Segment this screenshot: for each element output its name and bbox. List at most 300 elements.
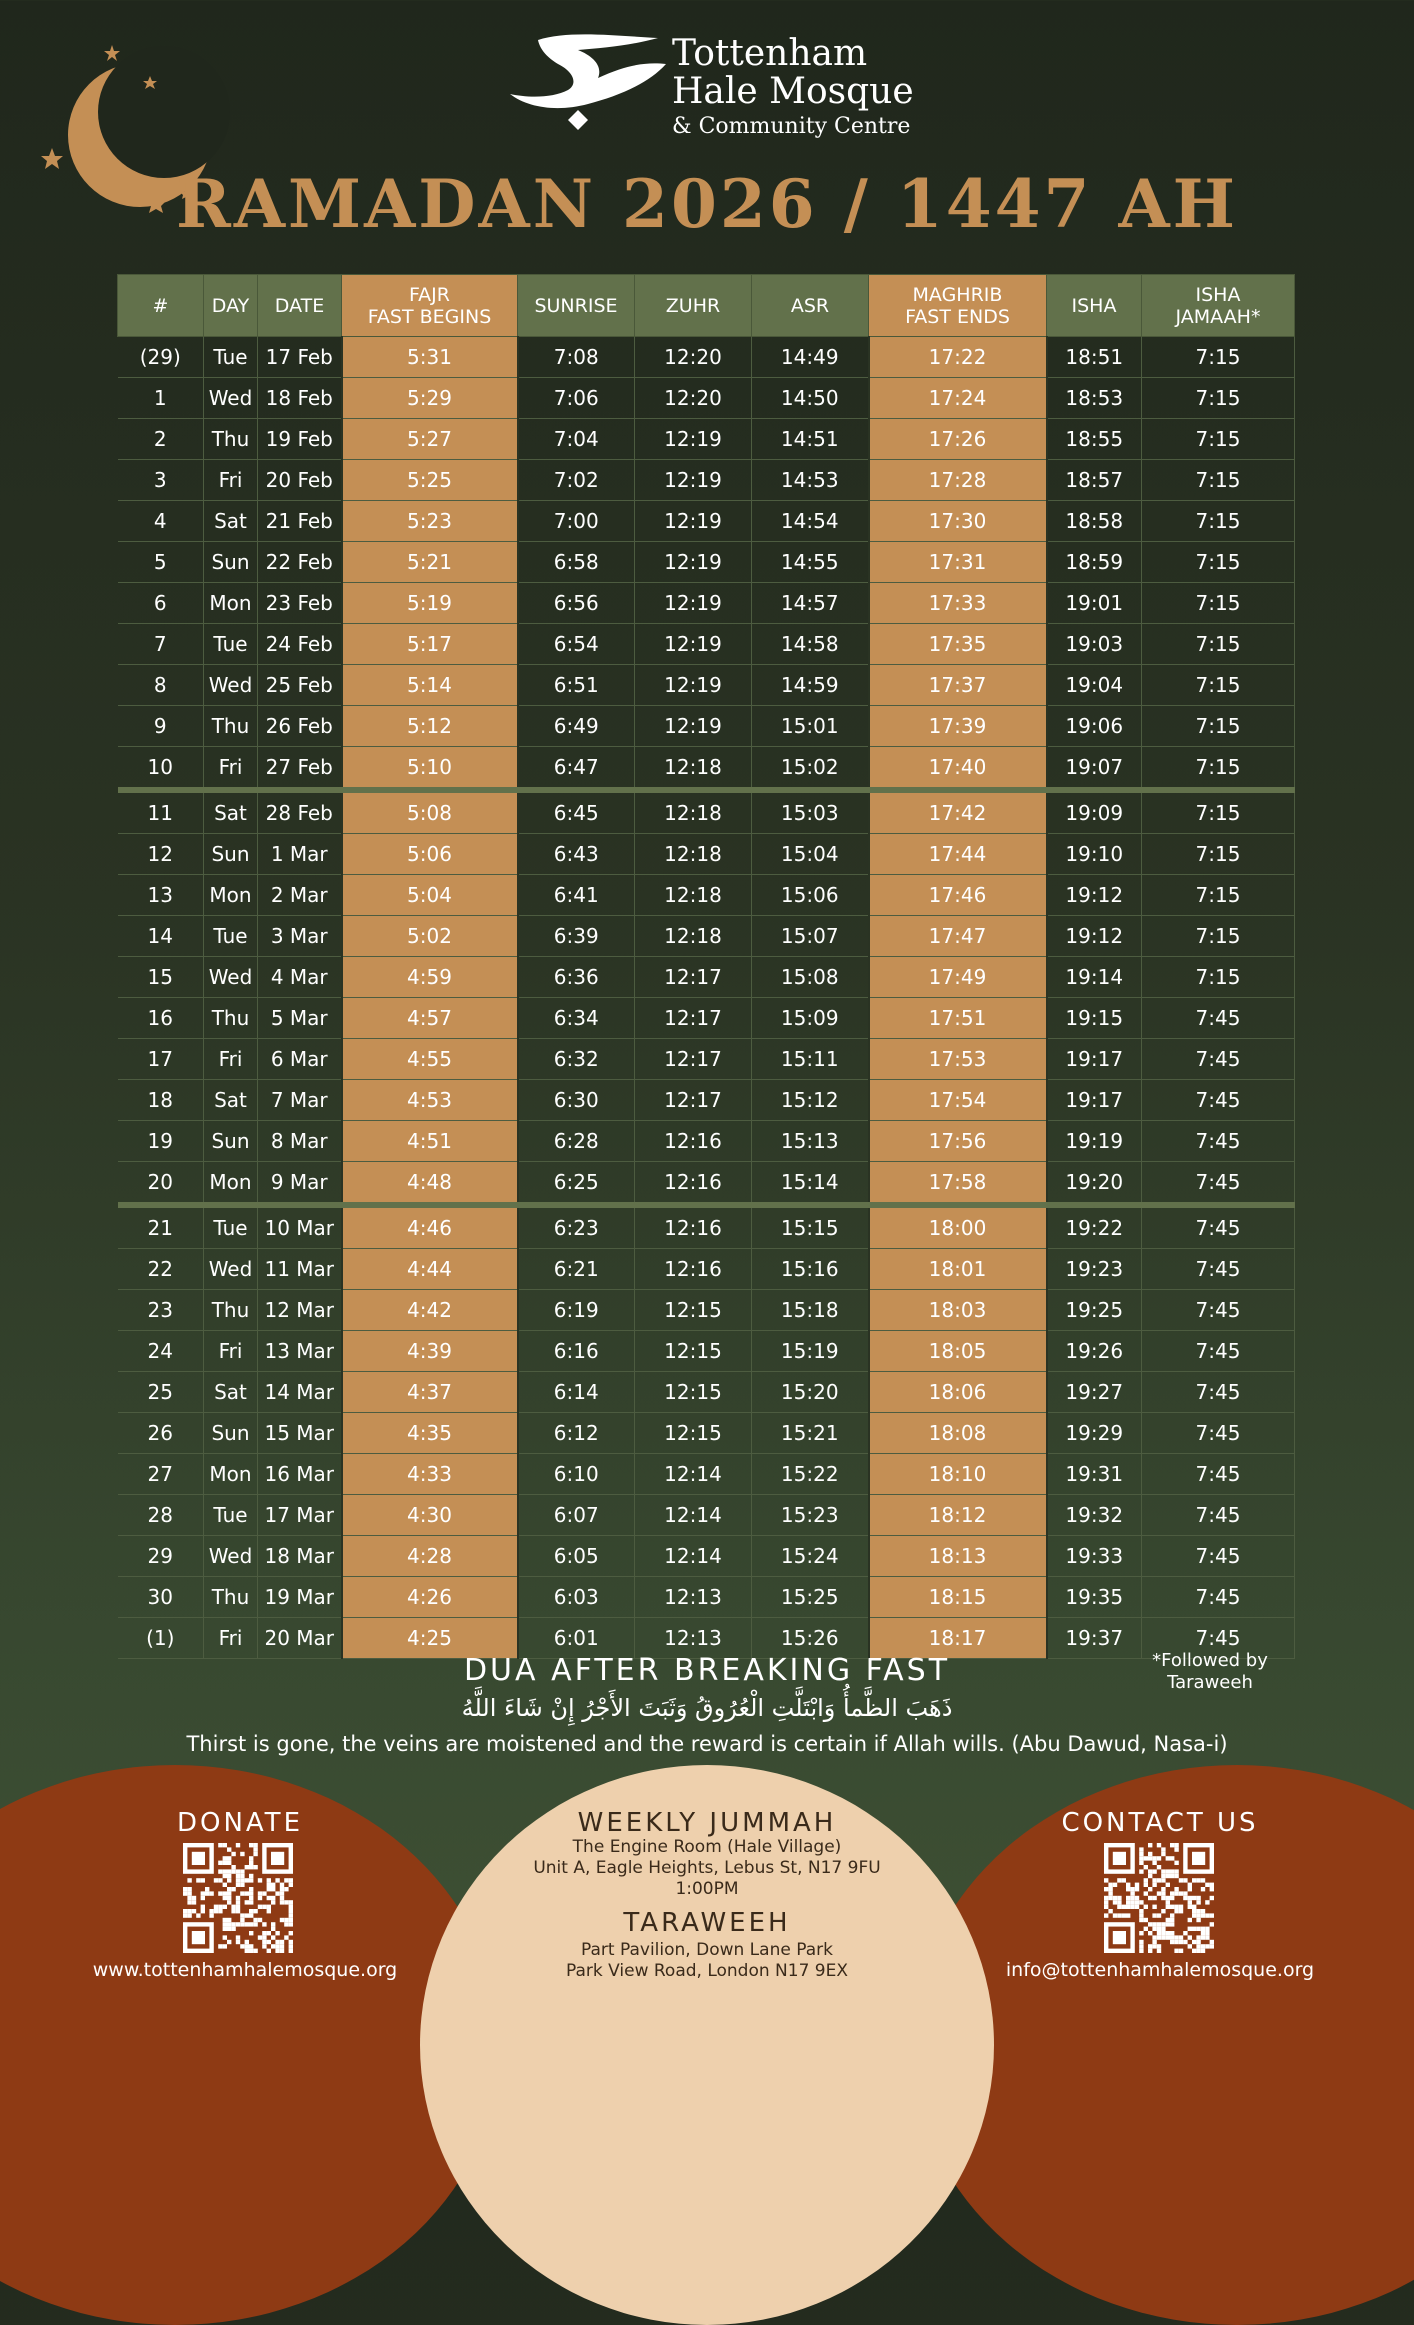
table-cell: 15:03	[752, 790, 869, 834]
table-cell: 17:58	[869, 1162, 1047, 1206]
table-cell: 6:30	[518, 1080, 635, 1121]
logo-line-3: & Community Centre	[672, 114, 911, 139]
jummah-venue: The Engine Room (Hale Village)	[572, 1837, 842, 1857]
taraweeh-venue: Part Pavilion, Down Lane Park	[581, 1940, 833, 1960]
table-cell: 12:17	[635, 1080, 752, 1121]
table-cell: 15:22	[752, 1454, 869, 1495]
table-cell: 15:18	[752, 1290, 869, 1331]
table-row	[118, 419, 1295, 460]
table-cell: Wed	[204, 1249, 258, 1290]
table-cell: 15:13	[752, 1121, 869, 1162]
table-cell: 12:14	[635, 1454, 752, 1495]
table-cell: 15:21	[752, 1413, 869, 1454]
table-cell: 20	[118, 1162, 204, 1206]
table-cell: 19:14	[1047, 957, 1142, 998]
table-cell: 7:08	[518, 337, 635, 378]
table-cell: 5:29	[342, 378, 518, 419]
column-header: SUNRISE	[518, 275, 635, 337]
contact-heading: CONTACT US	[1061, 1808, 1259, 1838]
table-cell: 27	[118, 1454, 204, 1495]
table-cell: 5	[118, 542, 204, 583]
table-cell: 4:33	[342, 1454, 518, 1495]
table-cell: 12:15	[635, 1290, 752, 1331]
table-cell: 12:19	[635, 706, 752, 747]
table-cell: 7:04	[518, 419, 635, 460]
table-cell: 18:17	[869, 1618, 1047, 1659]
table-cell: 19:10	[1047, 834, 1142, 875]
table-cell: 17:47	[869, 916, 1047, 957]
table-cell: 22	[118, 1249, 204, 1290]
table-cell: 29	[118, 1536, 204, 1577]
table-cell: 18:57	[1047, 460, 1142, 501]
dua-translation: Thirst is gone, the veins are moistened and the reward is certain if Allah wills. (Abu Dawud, Nasa-i)	[186, 1732, 1228, 1756]
table-cell: 25	[118, 1372, 204, 1413]
table-cell: 5:10	[342, 747, 518, 791]
table-cell: 23	[118, 1290, 204, 1331]
logo-line-1: Tottenham	[672, 33, 868, 74]
table-cell: 9 Mar	[258, 1162, 342, 1206]
table-cell: Thu	[204, 998, 258, 1039]
table-cell: 12:19	[635, 542, 752, 583]
table-cell: 24 Feb	[258, 624, 342, 665]
table-cell: 5:19	[342, 583, 518, 624]
table-cell: Sat	[204, 501, 258, 542]
table-cell: 16	[118, 998, 204, 1039]
table-cell: 15	[118, 957, 204, 998]
table-cell: 4:48	[342, 1162, 518, 1206]
table-cell: 23 Feb	[258, 583, 342, 624]
table-row	[118, 583, 1295, 624]
table-cell: 14	[118, 916, 204, 957]
table-cell: 14:51	[752, 419, 869, 460]
table-cell: 4:28	[342, 1536, 518, 1577]
table-cell: 7:45	[1142, 1413, 1295, 1454]
table-cell: 17:42	[869, 790, 1047, 834]
table-row	[118, 378, 1295, 419]
table-cell: 2	[118, 419, 204, 460]
table-cell: 12:16	[635, 1162, 752, 1206]
table-cell: Wed	[204, 665, 258, 706]
table-cell: 18:03	[869, 1290, 1047, 1331]
table-cell: 6:43	[518, 834, 635, 875]
table-cell: 6 Mar	[258, 1039, 342, 1080]
table-row	[118, 1205, 1295, 1249]
table-cell: 22 Feb	[258, 542, 342, 583]
table-cell: 5:06	[342, 834, 518, 875]
table-cell: 17	[118, 1039, 204, 1080]
table-cell: 7:15	[1142, 624, 1295, 665]
table-cell: 12:19	[635, 460, 752, 501]
table-cell: 7:15	[1142, 337, 1295, 378]
table-row	[118, 665, 1295, 706]
table-cell: 6:56	[518, 583, 635, 624]
table-cell: 19:03	[1047, 624, 1142, 665]
table-cell: 18:05	[869, 1331, 1047, 1372]
table-cell: 4:35	[342, 1413, 518, 1454]
table-cell: 19:06	[1047, 706, 1142, 747]
table-cell: 7:45	[1142, 1577, 1295, 1618]
table-cell: 17:22	[869, 337, 1047, 378]
table-cell: 15:14	[752, 1162, 869, 1206]
table-cell: 14:53	[752, 460, 869, 501]
column-header: DATE	[258, 275, 342, 337]
table-cell: 6:25	[518, 1162, 635, 1206]
table-cell: 19 Feb	[258, 419, 342, 460]
table-cell: 12:20	[635, 378, 752, 419]
table-cell: 4 Mar	[258, 957, 342, 998]
table-cell: 7:45	[1142, 1080, 1295, 1121]
table-cell: 7:00	[518, 501, 635, 542]
table-row	[118, 790, 1295, 834]
table-cell: 15:24	[752, 1536, 869, 1577]
table-cell: 18	[118, 1080, 204, 1121]
table-cell: 17:46	[869, 875, 1047, 916]
table-cell: Wed	[204, 378, 258, 419]
table-cell: 19:17	[1047, 1039, 1142, 1080]
table-cell: 12 Mar	[258, 1290, 342, 1331]
table-cell: 7:15	[1142, 665, 1295, 706]
table-cell: 19 Mar	[258, 1577, 342, 1618]
table-row	[118, 1162, 1295, 1206]
table-cell: 12:15	[635, 1413, 752, 1454]
table-cell: 15:07	[752, 916, 869, 957]
logo-line-2: Hale Mosque	[672, 71, 914, 112]
column-header: ISHA	[1047, 275, 1142, 337]
table-cell: 12:16	[635, 1205, 752, 1249]
table-cell: 19:32	[1047, 1495, 1142, 1536]
table-cell: 5:12	[342, 706, 518, 747]
table-cell: 17:53	[869, 1039, 1047, 1080]
table-cell: 8 Mar	[258, 1121, 342, 1162]
jummah-heading: WEEKLY JUMMAH	[577, 1808, 837, 1838]
table-cell: 7:15	[1142, 916, 1295, 957]
table-cell: Thu	[204, 706, 258, 747]
table-cell: 4:26	[342, 1577, 518, 1618]
table-cell: Fri	[204, 747, 258, 791]
table-cell: 12:18	[635, 875, 752, 916]
table-cell: 17:26	[869, 419, 1047, 460]
table-cell: 6:05	[518, 1536, 635, 1577]
table-cell: 28	[118, 1495, 204, 1536]
table-cell: 19:07	[1047, 747, 1142, 791]
table-cell: 6:45	[518, 790, 635, 834]
table-row	[118, 706, 1295, 747]
table-cell: 7:45	[1142, 1121, 1295, 1162]
table-cell: 19:19	[1047, 1121, 1142, 1162]
column-header: ISHA JAMAAH*	[1142, 275, 1295, 337]
table-cell: 14:54	[752, 501, 869, 542]
table-cell: 7:15	[1142, 747, 1295, 791]
table-row	[118, 542, 1295, 583]
table-cell: 6:03	[518, 1577, 635, 1618]
table-cell: 18:06	[869, 1372, 1047, 1413]
table-cell: 19:09	[1047, 790, 1142, 834]
table-cell: 4:51	[342, 1121, 518, 1162]
table-cell: 7:45	[1142, 1205, 1295, 1249]
star-icon	[104, 45, 120, 61]
table-cell: 4:42	[342, 1290, 518, 1331]
table-cell: 17:39	[869, 706, 1047, 747]
table-cell: 18 Feb	[258, 378, 342, 419]
table-cell: 18:58	[1047, 501, 1142, 542]
table-cell: 7:06	[518, 378, 635, 419]
table-cell: 18 Mar	[258, 1536, 342, 1577]
table-cell: 20 Mar	[258, 1618, 342, 1659]
table-cell: 18:12	[869, 1495, 1047, 1536]
table-cell: Sat	[204, 1080, 258, 1121]
table-cell: 12:19	[635, 583, 752, 624]
table-cell: 6:47	[518, 747, 635, 791]
table-cell: (1)	[118, 1618, 204, 1659]
table-cell: 15:25	[752, 1577, 869, 1618]
column-header: #	[118, 275, 204, 337]
table-cell: Sun	[204, 834, 258, 875]
donate-heading: DONATE	[176, 1808, 303, 1838]
table-row	[118, 1039, 1295, 1080]
table-cell: 6:58	[518, 542, 635, 583]
table-cell: 7:45	[1142, 1290, 1295, 1331]
table-cell: 4:30	[342, 1495, 518, 1536]
table-cell: 7:45	[1142, 1536, 1295, 1577]
table-cell: 7:45	[1142, 1454, 1295, 1495]
table-cell: 19:25	[1047, 1290, 1142, 1331]
table-row	[118, 957, 1295, 998]
table-cell: 12:18	[635, 834, 752, 875]
table-cell: 26 Feb	[258, 706, 342, 747]
table-cell: 4:37	[342, 1372, 518, 1413]
mosque-emblem-icon	[508, 34, 668, 144]
table-cell: Sat	[204, 1372, 258, 1413]
table-cell: 4:59	[342, 957, 518, 998]
table-cell: 27 Feb	[258, 747, 342, 791]
table-cell: 20 Feb	[258, 460, 342, 501]
table-cell: Sun	[204, 1413, 258, 1454]
table-cell: 15:19	[752, 1331, 869, 1372]
table-cell: 19:33	[1047, 1536, 1142, 1577]
table-cell: Wed	[204, 957, 258, 998]
table-cell: 18:08	[869, 1413, 1047, 1454]
table-cell: 18:10	[869, 1454, 1047, 1495]
table-row	[118, 834, 1295, 875]
table-cell: 15 Mar	[258, 1413, 342, 1454]
table-cell: 7:45	[1142, 1249, 1295, 1290]
table-cell: 21	[118, 1205, 204, 1249]
table-cell: 28 Feb	[258, 790, 342, 834]
table-cell: 7:15	[1142, 542, 1295, 583]
mosque-logo	[508, 33, 914, 144]
table-cell: 15:23	[752, 1495, 869, 1536]
table-cell: 6:34	[518, 998, 635, 1039]
table-cell: 19:12	[1047, 875, 1142, 916]
table-cell: 4:46	[342, 1205, 518, 1249]
table-cell: 14:57	[752, 583, 869, 624]
table-cell: 6:16	[518, 1331, 635, 1372]
table-cell: 6:32	[518, 1039, 635, 1080]
column-header: ZUHR	[635, 275, 752, 337]
table-cell: 12:20	[635, 337, 752, 378]
table-cell: 6:19	[518, 1290, 635, 1331]
table-cell: 8	[118, 665, 204, 706]
table-cell: Mon	[204, 1162, 258, 1206]
table-cell: 4:25	[342, 1618, 518, 1659]
table-cell: 7:15	[1142, 957, 1295, 998]
table-cell: 19:12	[1047, 916, 1142, 957]
table-cell: 13 Mar	[258, 1331, 342, 1372]
table-cell: 15:04	[752, 834, 869, 875]
table-cell: 12:19	[635, 419, 752, 460]
table-cell: 7 Mar	[258, 1080, 342, 1121]
table-cell: 6:54	[518, 624, 635, 665]
table-row	[118, 1577, 1295, 1618]
table-cell: 10 Mar	[258, 1205, 342, 1249]
table-cell: 17:44	[869, 834, 1047, 875]
table-cell: 12:14	[635, 1536, 752, 1577]
table-cell: 6	[118, 583, 204, 624]
table-cell: 12:19	[635, 624, 752, 665]
table-cell: 12:18	[635, 916, 752, 957]
table-cell: 19:17	[1047, 1080, 1142, 1121]
table-cell: 4	[118, 501, 204, 542]
table-cell: 18:55	[1047, 419, 1142, 460]
table-cell: Mon	[204, 875, 258, 916]
table-cell: 7:45	[1142, 998, 1295, 1039]
table-cell: 17:49	[869, 957, 1047, 998]
table-cell: 3 Mar	[258, 916, 342, 957]
table-cell: 5:27	[342, 419, 518, 460]
table-cell: 12:17	[635, 957, 752, 998]
table-cell: 7:15	[1142, 875, 1295, 916]
table-cell: 19	[118, 1121, 204, 1162]
table-cell: Tue	[204, 1205, 258, 1249]
table-cell: 14:55	[752, 542, 869, 583]
table-body	[118, 337, 1295, 1659]
table-cell: 5:17	[342, 624, 518, 665]
table-cell: 14:49	[752, 337, 869, 378]
table-cell: 7:45	[1142, 1331, 1295, 1372]
table-cell: Fri	[204, 1039, 258, 1080]
qr-code-icon[interactable]	[183, 1843, 293, 1953]
table-cell: 6:07	[518, 1495, 635, 1536]
table-cell: 7:02	[518, 460, 635, 501]
table-cell: 19:37	[1047, 1618, 1142, 1659]
table-cell: 19:29	[1047, 1413, 1142, 1454]
table-cell: 10	[118, 747, 204, 791]
table-cell: 17:54	[869, 1080, 1047, 1121]
table-cell: 19:26	[1047, 1331, 1142, 1372]
table-cell: 7:45	[1142, 1162, 1295, 1206]
dua-title: DUA AFTER BREAKING FAST	[463, 1653, 951, 1688]
table-cell: Fri	[204, 1331, 258, 1372]
table-cell: 6:39	[518, 916, 635, 957]
table-cell: Sat	[204, 790, 258, 834]
table-cell: 6:12	[518, 1413, 635, 1454]
table-cell: 19:15	[1047, 998, 1142, 1039]
table-cell: 7:15	[1142, 378, 1295, 419]
table-cell: 19:23	[1047, 1249, 1142, 1290]
taraweeh-heading: TARAWEEH	[623, 1908, 791, 1938]
table-cell: 15:12	[752, 1080, 869, 1121]
table-cell: 6:10	[518, 1454, 635, 1495]
table-cell: 4:57	[342, 998, 518, 1039]
table-cell: 14:59	[752, 665, 869, 706]
contact-email-link[interactable]: info@tottenhamhalemosque.org	[1005, 1959, 1315, 1981]
table-row	[118, 1080, 1295, 1121]
table-cell: 19:35	[1047, 1577, 1142, 1618]
table-cell: 6:28	[518, 1121, 635, 1162]
table-cell: 12:16	[635, 1249, 752, 1290]
table-cell: 7	[118, 624, 204, 665]
table-cell: 17:51	[869, 998, 1047, 1039]
table-cell: 7:45	[1142, 1372, 1295, 1413]
table-cell: Thu	[204, 419, 258, 460]
table-cell: 18:15	[869, 1577, 1047, 1618]
donate-website-link[interactable]: www.tottenhamhalemosque.org	[92, 1959, 398, 1981]
table-row	[118, 1249, 1295, 1290]
table-cell: 1	[118, 378, 204, 419]
table-cell: Sun	[204, 1121, 258, 1162]
page-title: RAMADAN 2026 / 1447 AH	[175, 165, 1239, 243]
table-cell: 15:15	[752, 1205, 869, 1249]
table-cell: 17 Feb	[258, 337, 342, 378]
table-row	[118, 1495, 1295, 1536]
table-cell: 5:31	[342, 337, 518, 378]
jummah-time: 1:00PM	[675, 1879, 739, 1899]
table-cell: 12:13	[635, 1618, 752, 1659]
table-row	[118, 1121, 1295, 1162]
table-row	[118, 501, 1295, 542]
table-cell: 3	[118, 460, 204, 501]
table-cell: 7:45	[1142, 1039, 1295, 1080]
table-cell: 12:17	[635, 998, 752, 1039]
table-cell: 12:18	[635, 747, 752, 791]
table-cell: Fri	[204, 1618, 258, 1659]
isha-jamaah-footnote: *Followed by Taraweeh	[1152, 1650, 1268, 1693]
table-cell: 25 Feb	[258, 665, 342, 706]
table-row	[118, 1454, 1295, 1495]
table-cell: 15:09	[752, 998, 869, 1039]
table-row	[118, 916, 1295, 957]
table-cell: 4:55	[342, 1039, 518, 1080]
table-cell: 19:22	[1047, 1205, 1142, 1249]
table-row	[118, 1372, 1295, 1413]
table-cell: 17:35	[869, 624, 1047, 665]
table-cell: 6:21	[518, 1249, 635, 1290]
column-header: FAJR FAST BEGINS	[342, 275, 518, 337]
table-cell: 12:16	[635, 1121, 752, 1162]
table-cell: Tue	[204, 624, 258, 665]
column-header: DAY	[204, 275, 258, 337]
table-row	[118, 875, 1295, 916]
table-cell: Thu	[204, 1577, 258, 1618]
table-cell: 2 Mar	[258, 875, 342, 916]
table-cell: 6:14	[518, 1372, 635, 1413]
table-cell: 6:01	[518, 1618, 635, 1659]
table-cell: 7:15	[1142, 501, 1295, 542]
table-cell: 5:08	[342, 790, 518, 834]
table-cell: 11 Mar	[258, 1249, 342, 1290]
table-cell: 18:01	[869, 1249, 1047, 1290]
table-cell: 7:15	[1142, 460, 1295, 501]
table-cell: Thu	[204, 1290, 258, 1331]
table-cell: 17:24	[869, 378, 1047, 419]
table-cell: 12:14	[635, 1495, 752, 1536]
qr-code-icon[interactable]	[1104, 1843, 1214, 1953]
table-cell: (29)	[118, 337, 204, 378]
table-cell: 15:08	[752, 957, 869, 998]
table-cell: 21 Feb	[258, 501, 342, 542]
table-cell: 7:15	[1142, 834, 1295, 875]
table-cell: 7:15	[1142, 583, 1295, 624]
